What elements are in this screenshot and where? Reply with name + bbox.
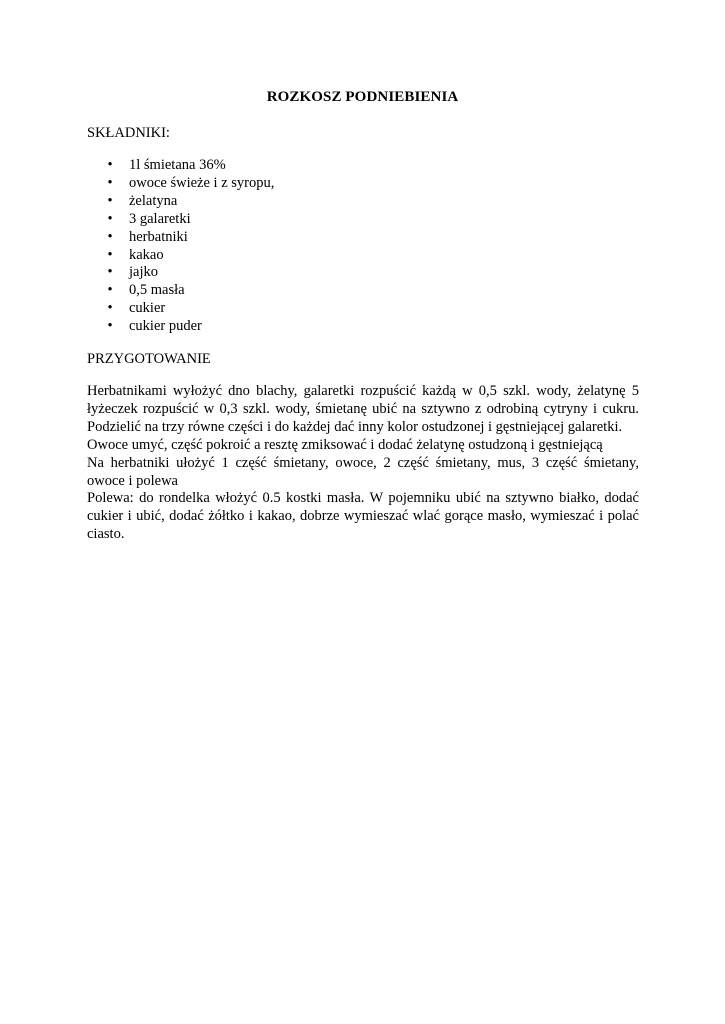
ingredient-text: 1l śmietana 36% xyxy=(129,157,226,173)
list-item xyxy=(87,300,274,318)
list-item xyxy=(87,193,274,211)
bullet-icon: • xyxy=(107,300,113,317)
ingredient-text: cukier xyxy=(129,300,166,317)
bullet-icon: • xyxy=(107,210,113,227)
ingredient-text: żelatyna xyxy=(129,192,178,209)
bullet-icon: • xyxy=(107,174,113,191)
preparation-heading: PRZYGOTOWANIE xyxy=(87,351,211,367)
bullet-icon: • xyxy=(107,192,113,209)
list-item xyxy=(87,175,274,193)
preparation-paragraph: Owoce umyć, część pokroić a resztę zmiksować i dodać żelatynę ostudzoną i gęstniejącą xyxy=(87,436,603,453)
ingredient-text: herbatniki xyxy=(129,228,188,245)
bullet-icon: • xyxy=(107,157,113,173)
list-item xyxy=(87,264,274,282)
preparation-paragraph: Na herbatniki ułożyć 1 część śmietany, owoce, 2 część śmietany, mus, 3 część śmietany, owoce i polewa xyxy=(87,454,639,489)
ingredient-text: owoce świeże i z syropu, xyxy=(129,174,275,191)
recipe-title: ROZKOSZ PODNIEBIENIA xyxy=(266,89,459,105)
ingredient-text: kakao xyxy=(129,246,164,263)
bullet-icon: • xyxy=(107,318,113,335)
ingredient-text: cukier puder xyxy=(129,318,202,335)
preparation-paragraph: Polewa: do rondelka włożyć 0.5 kostki masła. W pojemniku ubić na sztywno białko, dodać cukier i ubić, dodać żółtko i kakao, dobrze wymieszać wlać gorące masło, wymieszać i polać ciasto. xyxy=(87,490,639,543)
list-item xyxy=(87,211,274,229)
preparation-paragraph: Herbatnikami wyłożyć dno blachy, galaretki rozpuścić każdą w 0,5 szkl. wody, żelatynę 5 łyżeczek rozpuścić w 0,3 szkl. wody, śmietanę ubić na sztywno z odrobiną cytryny i cukru. Podzielić na trzy równe części i do każdej dać inny kolor ostudzonej i gęstniejącej galaretki. xyxy=(87,383,639,435)
ingredients-heading: SKŁADNIKI: xyxy=(87,125,170,141)
bullet-icon: • xyxy=(107,228,113,245)
list-item xyxy=(87,318,274,336)
list-item xyxy=(87,157,274,175)
list-item xyxy=(87,247,274,265)
ingredient-text: jajko xyxy=(129,264,158,281)
list-item xyxy=(87,282,274,300)
bullet-icon: • xyxy=(107,246,113,263)
list-item xyxy=(87,229,274,247)
bullet-icon: • xyxy=(107,282,113,299)
bullet-icon: • xyxy=(107,264,113,281)
ingredients-list xyxy=(87,157,274,336)
preparation-text xyxy=(87,383,639,544)
ingredient-text: 0,5 masła xyxy=(129,282,185,299)
ingredient-text: 3 galaretki xyxy=(129,210,191,227)
